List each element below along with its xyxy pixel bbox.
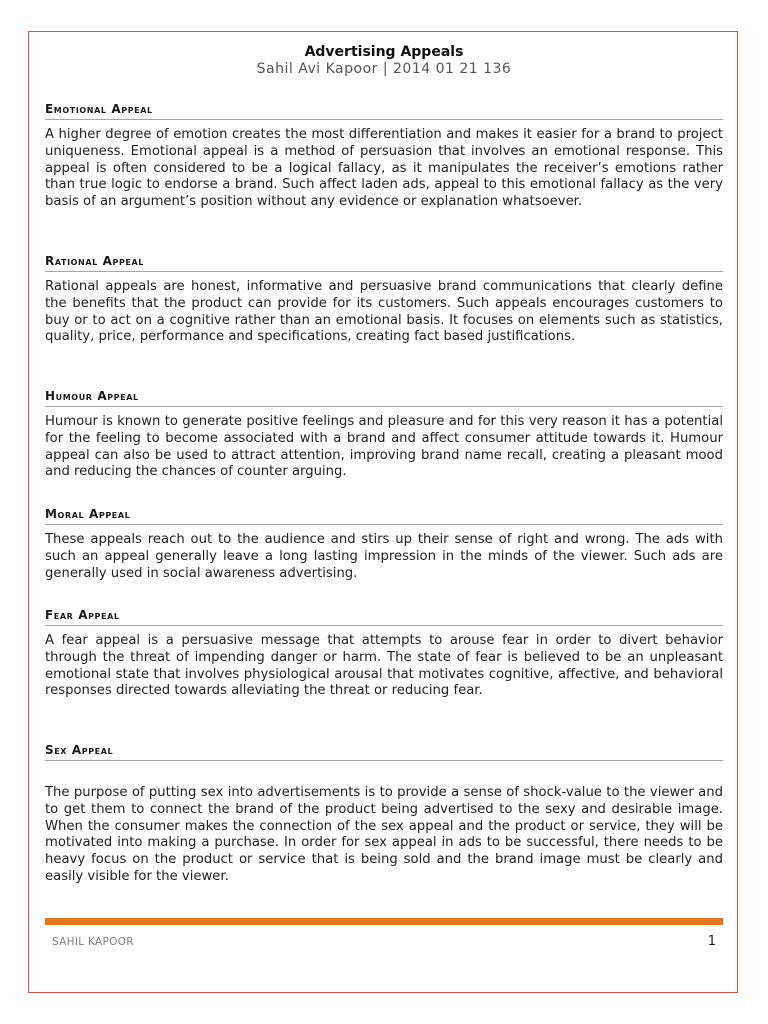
footer-author: SAHIL KAPOOR <box>52 936 134 948</box>
section-body: A fear appeal is a persuasive message that attempts to arouse fear in order to divert behavior through the threat of impending danger or harm. The state of fear is believed to be an unpleasant emotional state that involves physiological arousal that motivates cognitive, affective, and behavioral responses directed towards alleviating the threat or reducing fear. <box>45 633 723 699</box>
section-body: Rational appeals are honest, informative and persuasive brand communications that clearly define the benefits that the product can provide for its customers. Such appeals encourages customers to buy or to act on a cognitive rather than an emotional basis. It focuses on elements such as statistics, quality, price, performance and specifications, creating fact based justifications. <box>45 279 723 345</box>
footer-accent-bar <box>45 918 723 925</box>
section-heading: Fear Appeal <box>45 607 723 626</box>
section-humour-appeal <box>45 388 723 481</box>
document-content <box>45 44 723 884</box>
section-heading: Humour Appeal <box>45 388 723 407</box>
section-fear-appeal <box>45 607 723 700</box>
section-body: These appeals reach out to the audience and stirs up their sense of right and wrong. The ads with such an appeal generally leave a long lasting impression in the minds of the viewer. Such ads are generally used in social awareness advertising. <box>45 532 723 581</box>
section-emotional-appeal <box>45 101 723 211</box>
section-heading: Rational Appeal <box>45 253 723 272</box>
section-body: The purpose of putting sex into advertisements is to provide a sense of shock-value to the viewer and to get them to connect the brand of the product being advertised to the sexy and desirable image. When the consumer makes the connection of the sex appeal and the product or service, they will be motivated into making a purchase. In order for sex appeal in ads to be successful, there needs to be heavy focus on the product or service that is being sold and the brand image must be clearly and easily visible for the viewer. <box>45 785 723 884</box>
section-body: A higher degree of emotion creates the most differentiation and makes it easier for a brand to project uniqueness. Emotional appeal is a method of persuasion that involves an emotional response. This appeal is often considered to be a logical fallacy, as it manipulates the receiver’s emotions rather than true logic to endorse a brand. Such affect laden ads, appeal to this emotional fallacy as the very basis of an argument’s position without any evidence or explanation whatsoever. <box>45 127 723 210</box>
section-rational-appeal <box>45 253 723 346</box>
document-subtitle: Sahil Avi Kapoor | 2014 01 21 136 <box>256 61 512 77</box>
section-heading: Moral Appeal <box>45 506 723 525</box>
page-number: 1 <box>707 934 716 949</box>
section-moral-appeal <box>45 506 723 582</box>
section-heading: Emotional Appeal <box>45 101 723 120</box>
section-sex-appeal <box>45 742 723 886</box>
section-body: Humour is known to generate positive feelings and pleasure and for this very reason it has a potential for the feeling to become associated with a brand and affect consumer attitude towards it. Humour appeal can also be used to attract attention, improving brand name recall, creating a pleasant mood and reducing the chances of counter arguing. <box>45 414 723 480</box>
section-heading: Sex Appeal <box>45 742 723 761</box>
document-title: Advertising Appeals <box>304 44 464 60</box>
